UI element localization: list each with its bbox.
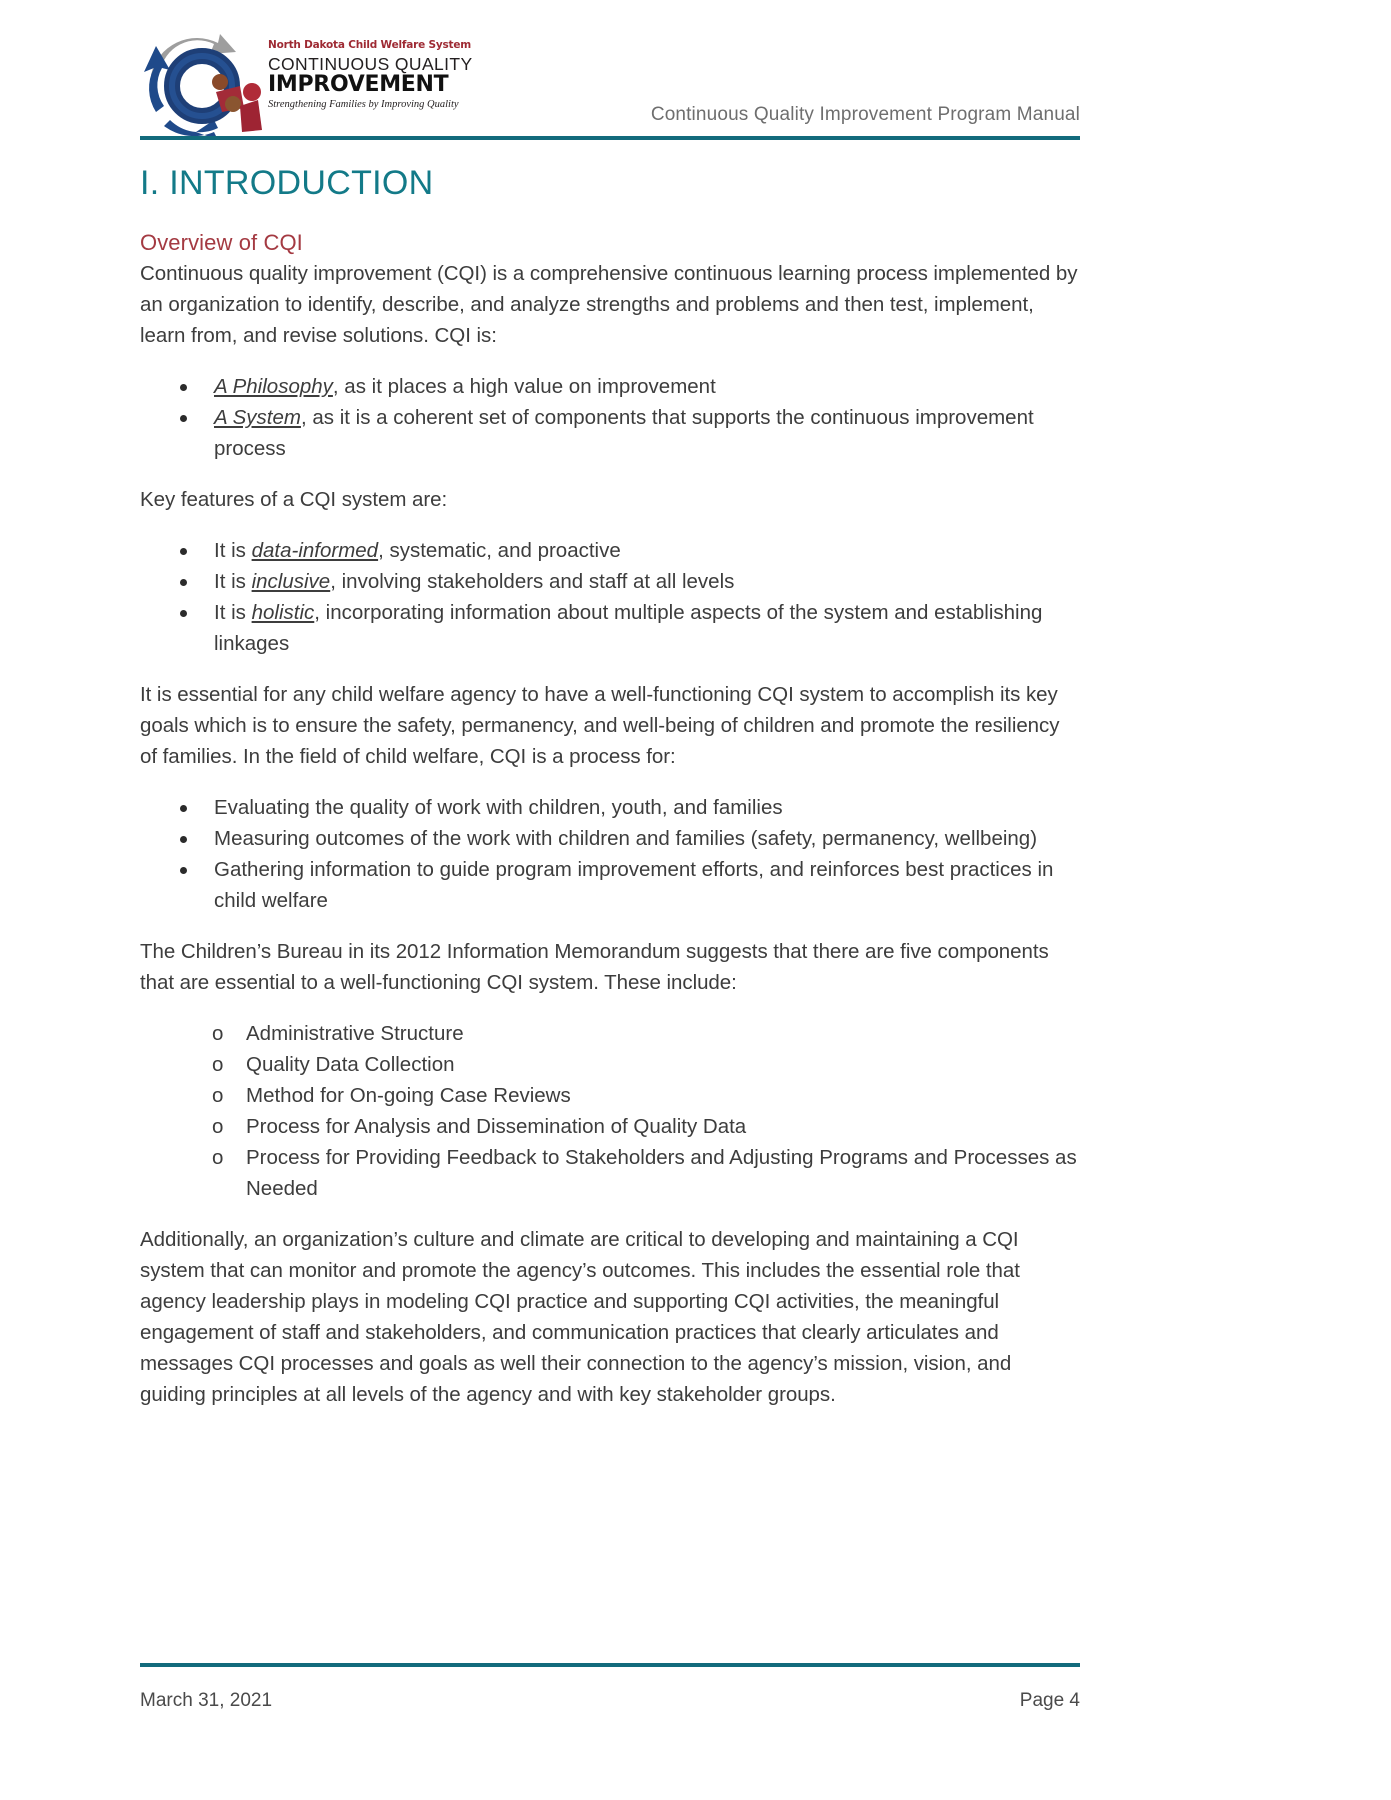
list-item — [140, 597, 1080, 659]
list-item: o Administrative Structure — [140, 1018, 1080, 1049]
list-item: Measuring outcomes of the work with children and families (safety, permanency, wellbeing) — [140, 823, 1080, 854]
list-item-text: , incorporating information about multiple aspects of the system and establishing linkages — [214, 601, 1043, 655]
organization-logo — [140, 26, 473, 138]
paragraph-intro: Continuous quality improvement (CQI) is a comprehensive continuous learning process implemented by an organization to identify, describe, and analyze strengths and problems and then test, implement, learn from, and revise solutions. CQI is: — [140, 262, 1078, 347]
list-item-lead: It is — [214, 539, 252, 562]
logo-tagline: Strengthening Families by Improving Quality — [268, 99, 459, 110]
logo-line-improvement: IMPROVEMENT — [268, 72, 449, 97]
list-item — [140, 371, 1080, 402]
logo-line-continuous-quality: CONTINUOUS QUALITY — [268, 53, 473, 74]
spacer — [140, 351, 1080, 371]
list-item: Gathering information to guide program improvement efforts, and reinforces best practices in child welfare — [140, 854, 1080, 916]
list-item-emphasis: A Philosophy — [214, 375, 333, 398]
list-item-text: , involving stakeholders and staff at all levels — [330, 570, 735, 593]
list-item-text: , as it is a coherent set of components that supports the continuous improvement process — [214, 406, 1034, 460]
paragraph-childrens-bureau: The Children’s Bureau in its 2012 Information Memorandum suggests that there are five components that are essential to a well-functioning CQI system. These include: — [140, 940, 1049, 994]
cqi-circular-arrows-logo-icon — [140, 28, 262, 138]
list-item-emphasis: data-informed — [251, 539, 379, 562]
list-cqi-is — [140, 371, 1080, 464]
paragraph-key-features: Key features of a CQI system are: — [140, 488, 448, 511]
paragraph-culture-climate: Additionally, an organization’s culture and climate are critical to developing and maintaining a CQI system that can monitor and promote the agency’s outcomes. This includes the essential role that agency leadership plays in modeling CQI practice and supporting CQI activities, the meaningful engagement of staff and stakeholders, and communication practices that clearly articulates and messages CQI processes and goals as well their connection to the agency’s mission, vision, and guiding principles at all levels of the agency and with key stakeholder groups. — [140, 1228, 1020, 1406]
list-item — [140, 535, 1080, 566]
list-item: o Process for Analysis and Dissemination of Quality Data — [140, 1111, 1080, 1142]
spacer — [140, 515, 1080, 535]
paragraph-essential: It is essential for any child welfare agency to have a well-functioning CQI system to accomplish its key goals which is to ensure the safety, permanency, and well-being of children and promote the resiliency of families. In the field of child welfare, CQI is a process for: — [140, 683, 1060, 768]
page-header — [140, 26, 1080, 136]
logo-wordmark — [268, 39, 473, 111]
list-item-lead: It is — [214, 601, 252, 624]
page-footer — [140, 1690, 1080, 1724]
spacer — [140, 204, 1080, 228]
spacer — [140, 998, 1080, 1018]
list-key-features — [140, 535, 1080, 659]
section-heading-overview: Overview of CQI — [140, 230, 303, 255]
list-item: Evaluating the quality of work with children, youth, and families — [140, 792, 1080, 823]
logo-line-system: North Dakota Child Welfare System — [268, 39, 472, 51]
spacer — [140, 1204, 1080, 1224]
list-item: o Method for On-going Case Reviews — [140, 1080, 1080, 1111]
list-item-emphasis: holistic — [251, 601, 315, 624]
page-content — [140, 162, 1080, 1410]
list-cqi-process — [140, 792, 1080, 916]
list-five-components — [140, 1018, 1080, 1204]
spacer — [140, 772, 1080, 792]
list-item: o Process for Providing Feedback to Stakeholders and Adjusting Programs and Processes as Needed — [140, 1142, 1080, 1204]
list-item — [140, 402, 1080, 464]
list-item-emphasis: inclusive — [251, 570, 331, 593]
spacer — [140, 916, 1080, 936]
list-item-text: , as it places a high value on improvement — [332, 375, 716, 398]
spacer — [140, 659, 1080, 679]
footer-date: March 31, 2021 — [140, 1690, 273, 1711]
list-item-text: , systematic, and proactive — [378, 539, 621, 562]
header-divider-rule — [140, 136, 1080, 140]
list-item — [140, 566, 1080, 597]
page-title: I. INTRODUCTION — [140, 164, 434, 202]
footer-page-number: Page 4 — [1019, 1690, 1080, 1711]
spacer — [140, 464, 1080, 484]
footer-divider-rule — [140, 1663, 1080, 1667]
list-item-emphasis: A System — [214, 406, 301, 429]
running-header-title: Continuous Quality Improvement Program Manual — [650, 104, 1080, 125]
list-item: o Quality Data Collection — [140, 1049, 1080, 1080]
list-item-lead: It is — [214, 570, 252, 593]
